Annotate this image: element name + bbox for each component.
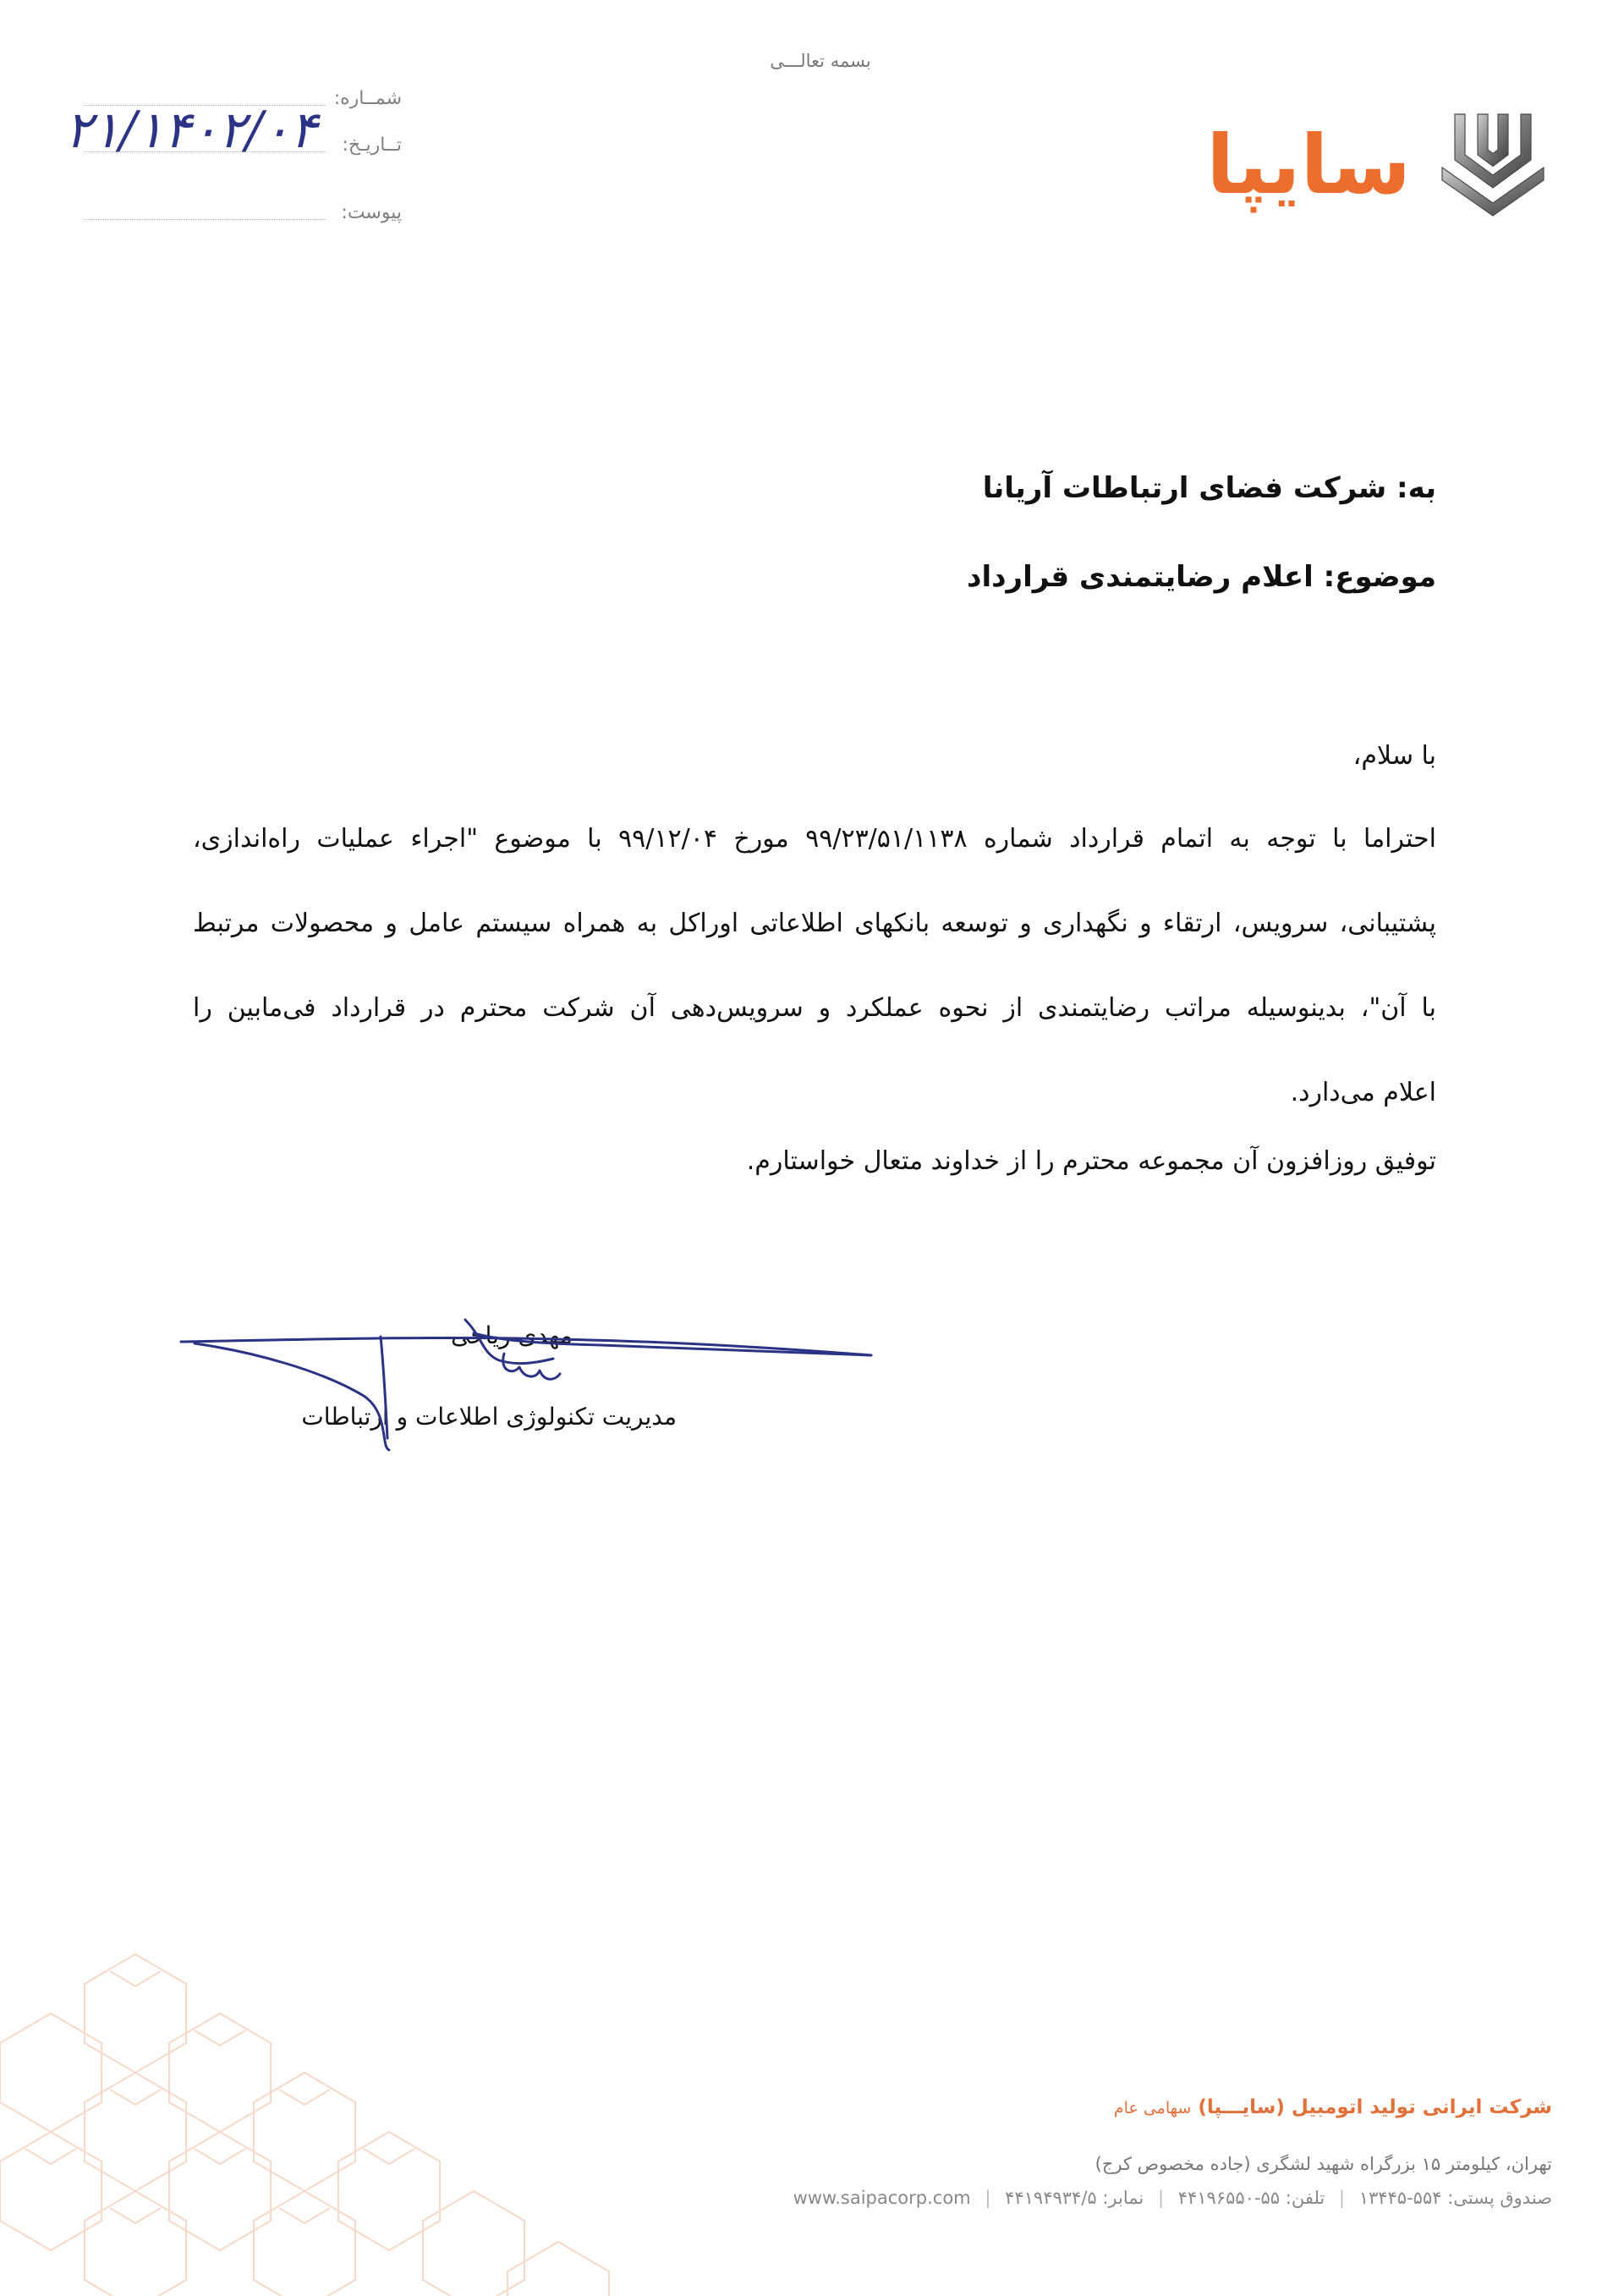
date-value: ١۴٠٢/٠۴/٢١ [64, 101, 317, 160]
basmala-heading: بسمه تعالـــی [770, 51, 871, 71]
letter-date-field [64, 101, 402, 161]
phone-number: تلفن: ۵۵-۴۴۱۹۶۵۵۰ [1177, 2188, 1325, 2208]
contact-separator: | [1338, 2188, 1345, 2208]
closing-line: توفیق روزافزون آن مجموعه محترم را از خداوند متعال خواستارم. [746, 1146, 1436, 1176]
website-link[interactable]: www.saipacorp.com [793, 2188, 971, 2208]
company-address: تهران، کیلومتر ۱۵ بزرگراه شهید لشگری (جاده مخصوص کرج) [1095, 2154, 1552, 2174]
company-name-text: شرکت ایرانی تولید اتومبیل (سایـــپا) [1198, 2096, 1552, 2118]
fax-number: نمابر: ۴۴۱۹۴۹۳۴/۵ [1005, 2188, 1144, 2208]
attachment-label: پیوست: [341, 202, 402, 223]
body-line: پشتیبانی، سرویس، ارتقاء و نگهداری و توسعه بانکهای اطلاعاتی اوراکل به همراه سیستم عامل و محصولات مرتبط [193, 909, 1436, 938]
signer-name: مهدی ریاحی [451, 1321, 573, 1349]
body-line: با آن"، بدینوسیله مراتب رضایتمندی از نحوه عملکرد و سرویس‌دهی آن شرکت محترم در قرارداد فی‌مابین را [193, 993, 1436, 1023]
handwritten-signature [178, 1303, 880, 1472]
date-label: تــاریـخ: [342, 135, 402, 156]
contact-separator: | [1157, 2188, 1165, 2208]
letter-body [193, 814, 1436, 1152]
body-line: احتراما با توجه به اتمام قرارداد شماره ۹۹/۲۳/۵۱/۱۱۳۸ مورخ ۹۹/۱۲/۰۴ با موضوع "اجراء عملیات راه‌اندازی، [193, 824, 1436, 854]
attachment-line [85, 219, 326, 220]
logo-wordmark: سایپا [1206, 118, 1411, 212]
number-label: شمــاره: [333, 88, 402, 109]
recipient-line: به: شرکت فضای ارتباطات آریانا [982, 471, 1436, 505]
signer-title: مدیریت تکنولوژی اطلاعات و ارتباطات [301, 1403, 677, 1431]
letter-attachment-field [85, 195, 402, 228]
company-type: سهامی عام [1113, 2099, 1192, 2117]
decorative-pattern [0, 1937, 761, 2296]
saipa-emblem-icon [1429, 102, 1556, 228]
greeting: با سلام، [1352, 741, 1436, 771]
body-line: اعلام می‌دارد. [1290, 1078, 1436, 1107]
postal-code: صندوق پستی: ۵۵۴-۱۳۴۴۵ [1358, 2188, 1552, 2208]
subject-line: موضوع: اعلام رضایتمندی قرارداد [967, 560, 1436, 594]
company-contact [793, 2188, 1552, 2208]
saipa-logo [1206, 102, 1556, 228]
company-name [1114, 2096, 1552, 2118]
signature-block [178, 1303, 880, 1472]
contact-separator: | [985, 2188, 991, 2208]
